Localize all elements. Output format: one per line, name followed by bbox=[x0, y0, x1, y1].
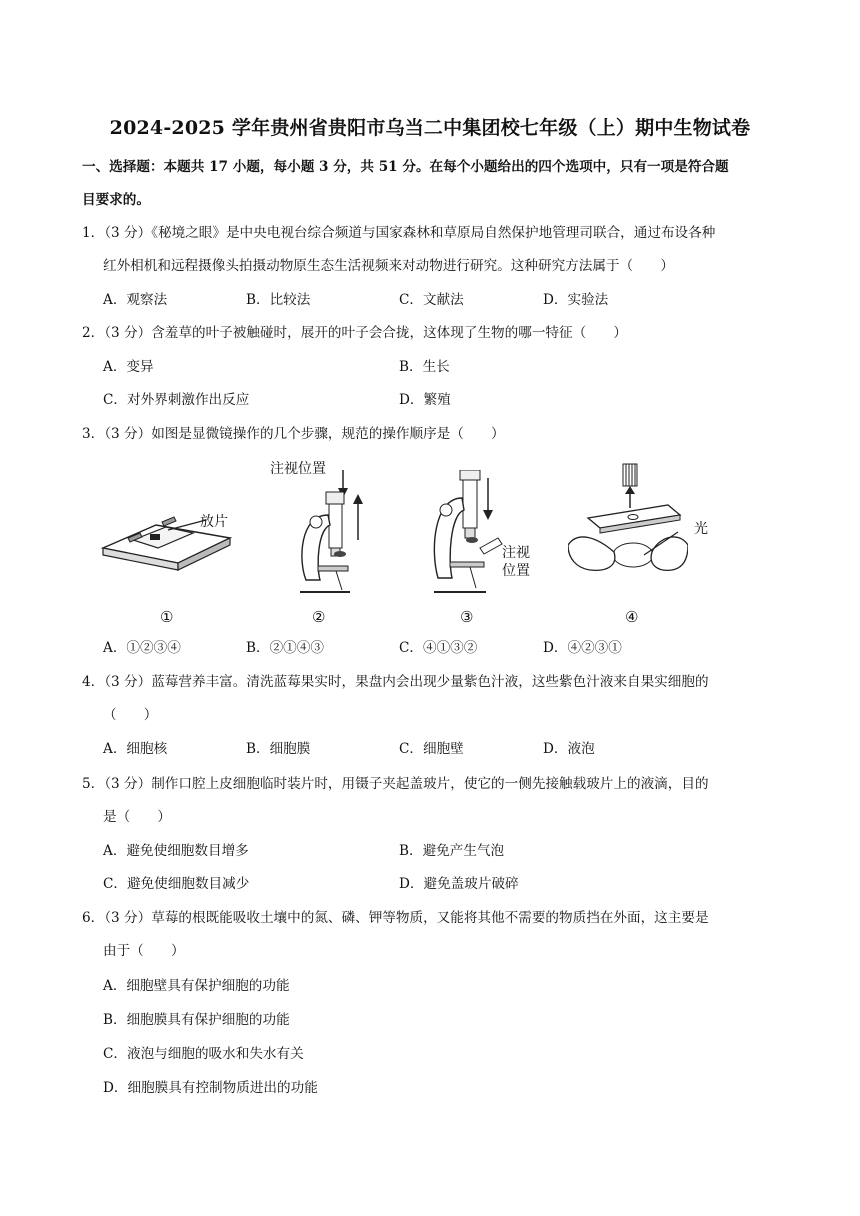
question-6-line2: 由于（ ） bbox=[103, 943, 185, 959]
question-1-line1: 1．（3 分）《秘境之眼》是中央电视台综合频道与国家森林和草原局自然保护地管理司联合，通过布设各种 bbox=[82, 225, 716, 241]
question-5-options-row1 bbox=[103, 835, 783, 868]
section-heading-line2: 目要求的。 bbox=[82, 192, 150, 208]
label-watch-position-side-1: 注视 bbox=[502, 545, 530, 561]
q6-option-d: D．细胞膜具有控制物质进出的功能 bbox=[103, 1080, 318, 1096]
q3-option-c: C．④①③② bbox=[399, 640, 478, 656]
step-4-illustration bbox=[568, 460, 688, 590]
q4-option-b: B．细胞膜 bbox=[246, 741, 311, 757]
exam-title: 2024-2025 学年贵州省贵阳市乌当二中集团校七年级（上）期中生物试卷 bbox=[109, 117, 751, 139]
question-4-line1: 4．（3 分）蓝莓营养丰富。清洗蓝莓果实时，果盘内会出现少量紫色汁液，这些紫色汁液来自果实细胞的 bbox=[82, 674, 709, 690]
q1-option-d: D．实验法 bbox=[543, 292, 609, 308]
question-2-line1: 2．（3 分）含羞草的叶子被触碰时，展开的叶子会合拢，这体现了生物的哪一特征（ ） bbox=[82, 325, 627, 341]
q2-option-d: D．繁殖 bbox=[399, 392, 451, 408]
question-2-options-row1 bbox=[103, 351, 783, 384]
q4-option-a: A．细胞核 bbox=[103, 741, 168, 757]
q1-option-c: C．文献法 bbox=[399, 292, 464, 308]
question-3-options bbox=[103, 632, 783, 665]
question-2-options-row2 bbox=[103, 384, 783, 417]
question-5 bbox=[82, 768, 782, 834]
q1-option-b: B．比较法 bbox=[246, 292, 311, 308]
step-number-3: ③ bbox=[460, 608, 474, 626]
q3-option-a: A．①②③④ bbox=[103, 640, 181, 656]
question-3 bbox=[82, 418, 782, 451]
label-watch-position-top: 注视位置 bbox=[270, 461, 326, 477]
q4-option-d: D．液泡 bbox=[543, 741, 595, 757]
q1-option-a: A．观察法 bbox=[103, 292, 168, 308]
question-6-line1: 6．（3 分）草莓的根既能吸收土壤中的氮、磷、钾等物质，又能将其他不需要的物质挡在外面，这主要是 bbox=[82, 910, 709, 926]
q4-option-c: C．细胞壁 bbox=[399, 741, 464, 757]
question-1-options bbox=[103, 284, 783, 317]
hands-holding-slide-drawing bbox=[568, 460, 688, 590]
q2-option-b: B．生长 bbox=[399, 359, 450, 375]
question-1-line2: 红外相机和远程摄像头拍摄动物原生态生活视频来对动物进行研究。这种研究方法属于（ ） bbox=[103, 258, 674, 274]
step-3-illustration bbox=[420, 470, 520, 600]
question-3-line1: 3．（3 分）如图是显微镜操作的几个步骤，规范的操作顺序是（ ） bbox=[82, 426, 505, 442]
q5-option-a: A．避免使细胞数目增多 bbox=[103, 843, 249, 859]
section-heading-line1: 一、选择题：本题共 17 小题，每小题 3 分，共 51 分。在每个小题给出的四个选项中，只有一项是符合题 bbox=[82, 159, 729, 175]
step-number-2: ② bbox=[312, 608, 326, 626]
step-number-4: ④ bbox=[625, 608, 639, 626]
q3-option-d: D．④②③① bbox=[543, 640, 622, 656]
label-light: 光 bbox=[694, 521, 708, 537]
label-place-slide: 放片 bbox=[200, 514, 228, 530]
question-4 bbox=[82, 666, 782, 732]
q3-option-b: B．②①④③ bbox=[246, 640, 324, 656]
q6-option-c-row bbox=[103, 1038, 783, 1071]
question-1 bbox=[82, 217, 782, 283]
q6-option-b-row bbox=[103, 1004, 783, 1037]
q5-option-c: C．避免使细胞数目减少 bbox=[103, 876, 250, 892]
q2-option-a: A．变异 bbox=[103, 359, 154, 375]
question-4-options bbox=[103, 733, 783, 766]
q5-option-d: D．避免盖玻片破碎 bbox=[399, 876, 519, 892]
q5-option-b: B．避免产生气泡 bbox=[399, 843, 505, 859]
question-5-options-row2 bbox=[103, 868, 783, 901]
q6-option-d-row bbox=[103, 1072, 783, 1105]
q6-option-c: C．液泡与细胞的吸水和失水有关 bbox=[103, 1046, 304, 1062]
label-watch-position-side-2: 位置 bbox=[502, 563, 530, 579]
microscope-lowering-drawing bbox=[280, 470, 370, 600]
question-5-line1: 5．（3 分）制作口腔上皮细胞临时装片时，用镊子夹起盖玻片，使它的一侧先接触载玻片上的液滴，目的 bbox=[82, 776, 709, 792]
q6-option-a-row bbox=[103, 970, 783, 1003]
step-number-1: ① bbox=[160, 608, 174, 626]
microscope-raising-drawing bbox=[420, 470, 520, 600]
step-2-illustration bbox=[280, 470, 370, 600]
question-6 bbox=[82, 902, 782, 968]
question-4-line2: （ ） bbox=[103, 707, 158, 723]
question-5-line2: 是（ ） bbox=[103, 809, 171, 825]
question-2 bbox=[82, 317, 782, 350]
q6-option-a: A．细胞壁具有保护细胞的功能 bbox=[103, 978, 290, 994]
q6-option-b: B．细胞膜具有保护细胞的功能 bbox=[103, 1012, 290, 1028]
microscope-steps-figure bbox=[90, 450, 708, 630]
q2-option-c: C．对外界刺激作出反应 bbox=[103, 392, 250, 408]
section-heading bbox=[82, 151, 782, 217]
